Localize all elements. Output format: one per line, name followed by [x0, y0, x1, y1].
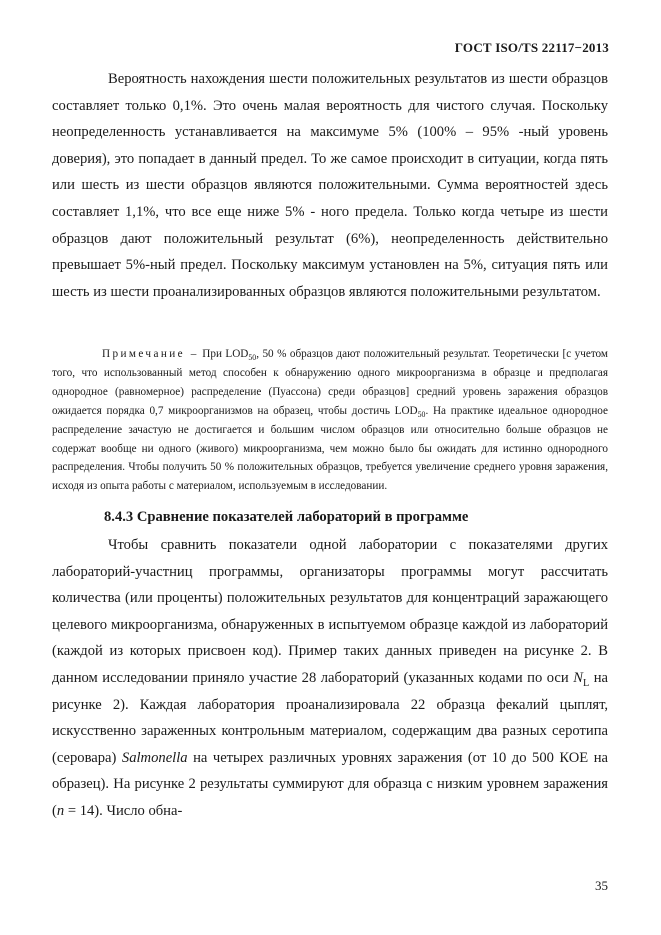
n-symbol: n: [56, 802, 65, 819]
paragraph-text-2: [52, 532, 608, 825]
paragraph-comparison: [52, 532, 608, 825]
document-code: ГОСТ ISO/TS 22117−2013: [454, 40, 609, 55]
para2-text-4: = 14). Число обна-: [67, 802, 183, 819]
genus-name: Salmonella: [121, 749, 188, 766]
note-block: [52, 345, 608, 496]
note-text-1: При: [202, 348, 222, 360]
para2-text-1: Чтобы сравнить показатели одной лаборатории с показателями других лабораторий-участниц программы, организаторы программы могут рассчитать количества (или проценты) положительных результатов для концентраций заражающего целевого микроорганизма, обнаруженных в испытуемом образце каждой из лабораторий (каждой из которых присвоен код). Пример таких данных приведен на рисунке 2. В данном исследовании приняло участие 28 лабораторий (указанных кодами по оси: [52, 537, 608, 686]
note-label: Примечание –: [102, 348, 199, 360]
paragraph-probability: [52, 66, 608, 305]
lod-symbol-2: LOD: [394, 404, 418, 417]
para2-text-3: на четырех различных уровнях заражения (от 10 до 500 КОЕ на образец). На рисунке 2 результаты суммируют для образца с низким уровнем заражения (: [52, 749, 609, 819]
axis-subscript: L: [582, 677, 590, 689]
lod-subscript-2: 50: [417, 409, 426, 419]
note-text-3: . На практике идеальное однородное распределение зачастую не достигается и большим числом образцов или относительно больше образцов не содержат вообще ни одного (живого) микроорганизма, чем можно было бы ожидать для истинно однородного распределения. Чтобы получить 50 % положительных образцов, требуется увеличение среднего уровня заражения, исходя из опыта работы с материалом, используемым в исследовании.: [52, 404, 608, 493]
note-text-2: , 50 % образцов дают положительный результат. Теоретически [с учетом того, что использованный метод способен к обнаружению одного микроорганизма в образце и предполагая однородное (равномерное) распределение (Пуассона) среди образцов] средний уровень заражения образцов ожидается порядка 0,7 микроорганизмов на образец, чтобы достичь: [52, 348, 609, 417]
section-heading: 8.4.3 Сравнение показателей лабораторий в программе: [104, 509, 469, 525]
para2-text-2: на рисунке 2). Каждая лаборатория проанализировала 22 образца фекалий цыплят, искусственно зараженных контрольным материалом, содержащим два разных серотипа (серовара): [52, 669, 608, 766]
page-number: 35: [595, 878, 608, 893]
paragraph-text: Вероятность нахождения шести положительных результатов из шести образцов составляет только 0,1%. Это очень малая вероятность для чистого случая. Поскольку неопределенность устанавливается на максимуме 5% (100% – 95% -ный уровень доверия), это попадает в данный предел. То же самое происходит в ситуации, когда пять или шесть из шести образцов являются положительными. Сумма вероятностей здесь составляет 1,1%, что все еще ниже 5% - ного предела. Только когда четыре из шести образцов дают положительный результат (6%), неопределенность действительно превышает 5%-ный предел. Поскольку максимум установлен на 5%, ситуация пять или шесть из шести проанализированных образцов являются положительными результатом.: [52, 71, 608, 300]
lod-subscript: 50: [248, 353, 257, 363]
lod-symbol: LOD: [225, 348, 249, 360]
axis-symbol: N: [573, 669, 583, 686]
